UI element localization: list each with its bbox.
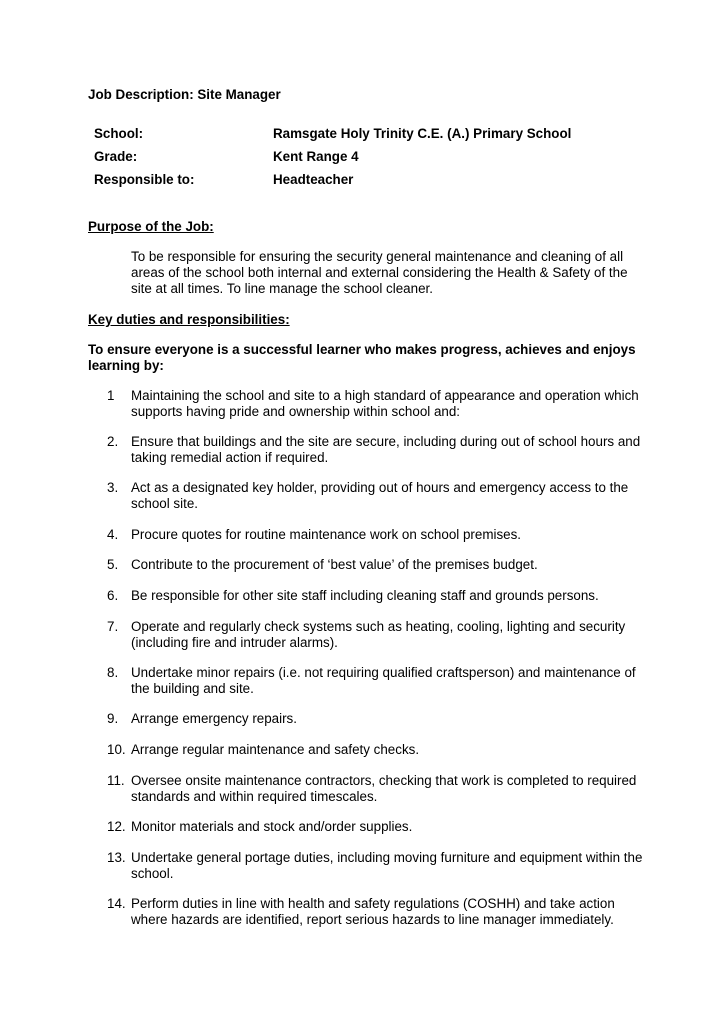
duty-number: 10. xyxy=(107,742,126,757)
duty-text: Procure quotes for routine maintenance work on school premises. xyxy=(131,527,522,542)
duty-number: 6. xyxy=(107,588,119,603)
duty-number: 5. xyxy=(107,557,119,572)
duty-text: Arrange emergency repairs. xyxy=(131,711,297,726)
purpose-heading: Purpose of the Job: xyxy=(88,219,214,234)
duty-number: 13. xyxy=(107,850,126,865)
duty-text: Monitor materials and stock and/order supplies. xyxy=(131,819,413,834)
duty-item xyxy=(107,665,647,697)
duty-item xyxy=(107,557,647,573)
duty-text: Perform duties in line with health and safety regulations (COSHH) and take action where hazards are identified, report serious hazards to line manager immediately. xyxy=(131,896,615,927)
duty-number: 9. xyxy=(107,711,119,726)
purpose-text: To be responsible for ensuring the security general maintenance and cleaning of all areas of the school both internal and external considering the Health & Safety of the site at all times. To line manage the school cleaner. xyxy=(131,249,628,296)
info-row-grade xyxy=(94,149,571,172)
duty-text: Operate and regularly check systems such as heating, cooling, lighting and security (including fire and intruder alarms). xyxy=(131,619,626,650)
duty-text: Oversee onsite maintenance contractors, checking that work is completed to required standards and within required timescales. xyxy=(131,773,637,804)
duty-number: 7. xyxy=(107,619,119,634)
job-info-table xyxy=(94,126,571,195)
duty-text: Be responsible for other site staff including cleaning staff and grounds persons. xyxy=(131,588,599,603)
duties-heading: Key duties and responsibilities: xyxy=(88,312,290,327)
duty-item xyxy=(107,850,647,882)
duty-number: 12. xyxy=(107,819,126,834)
duty-text: Arrange regular maintenance and safety checks. xyxy=(131,742,420,757)
duty-item xyxy=(107,819,647,835)
duty-item xyxy=(107,742,647,758)
duty-text: Undertake general portage duties, including moving furniture and equipment within the school. xyxy=(131,850,643,881)
duty-item xyxy=(107,480,647,512)
duty-number: 4. xyxy=(107,527,119,542)
info-row-school xyxy=(94,126,571,149)
info-row-responsible-to xyxy=(94,172,571,195)
duty-text: Undertake minor repairs (i.e. not requiring qualified craftsperson) and maintenance of the building and site. xyxy=(131,665,636,696)
info-label: Responsible to: xyxy=(94,172,195,187)
duty-text: Maintaining the school and site to a high standard of appearance and operation which supports having pride and ownership within school and: xyxy=(131,388,639,419)
info-value: Headteacher xyxy=(273,172,354,187)
duty-item xyxy=(107,896,647,928)
duty-number: 1 xyxy=(107,388,115,403)
info-label: School: xyxy=(94,126,144,141)
info-label: Grade: xyxy=(94,149,138,164)
duty-item xyxy=(107,388,647,420)
duty-item xyxy=(107,434,647,466)
duty-number: 8. xyxy=(107,665,119,680)
info-value: Kent Range 4 xyxy=(273,149,359,164)
duty-text: Contribute to the procurement of ‘best value’ of the premises budget. xyxy=(131,557,538,572)
duty-number: 2. xyxy=(107,434,119,449)
duty-number: 3. xyxy=(107,480,119,495)
duty-item xyxy=(107,711,647,727)
duty-number: 14. xyxy=(107,896,126,911)
info-value: Ramsgate Holy Trinity C.E. (A.) Primary School xyxy=(273,126,572,141)
duty-text: Act as a designated key holder, providing out of hours and emergency access to the school site. xyxy=(131,480,629,511)
duties-intro: To ensure everyone is a successful learner who makes progress, achieves and enjoys learning by: xyxy=(88,342,636,373)
duty-item xyxy=(107,527,647,543)
duty-item xyxy=(107,619,647,651)
duty-text: Ensure that buildings and the site are secure, including during out of school hours and taking remedial action if required. xyxy=(131,434,641,465)
duty-item xyxy=(107,588,647,604)
duty-number: 11. xyxy=(107,773,125,788)
duty-item xyxy=(107,773,647,805)
document-title: Job Description: Site Manager xyxy=(88,87,281,102)
